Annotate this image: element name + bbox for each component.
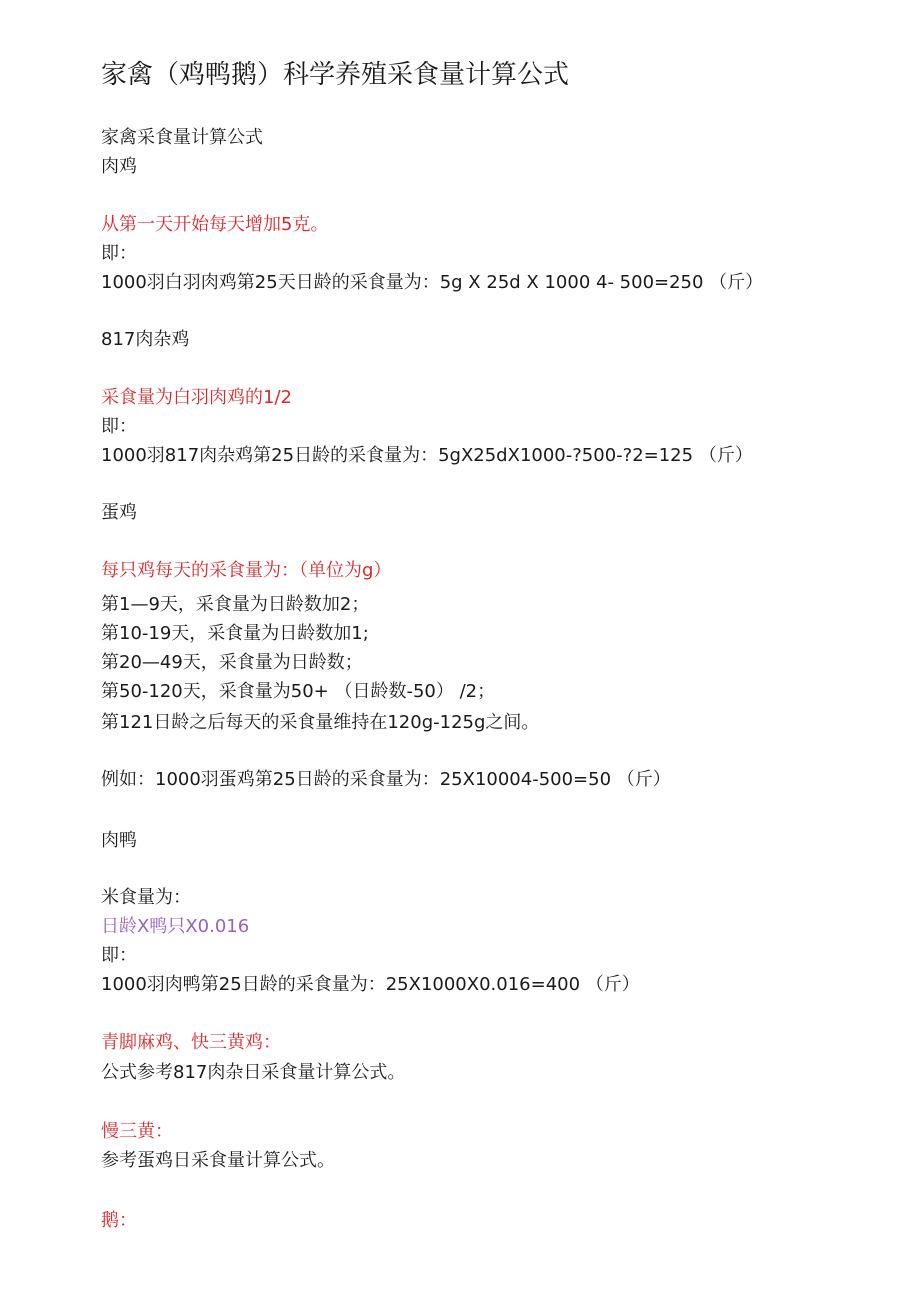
layer-item: 第50-120天，采食量为50+ （日龄数-50） /2； (101, 681, 496, 702)
broiler-example: 1000羽白羽肉鸡第25天日龄的采食量为：5g X 25d X 1000 4- 500=250 （斤） (101, 272, 764, 293)
layer-item: 第1—9天，采食量为日龄数加2； (101, 594, 370, 615)
hybrid817-heading: 817肉杂鸡 (101, 329, 190, 350)
page-title: 家禽（鸡鸭鹅）科学养殖采食量计算公式 (101, 60, 570, 90)
broiler-heading: 肉鸡 (101, 156, 137, 177)
duck-label: 米食量为： (101, 887, 191, 908)
subtitle: 家禽采食量计算公式 (101, 127, 263, 148)
qingjiao-heading: 青脚麻鸡、快三黄鸡： (101, 1032, 281, 1053)
duck-heading: 肉鸭 (101, 830, 137, 851)
layer-example: 例如：1000羽蛋鸡第25日龄的采食量为：25X10004-500=50 （斤） (101, 769, 671, 790)
layer-item: 第20—49天，采食量为日龄数； (101, 652, 363, 673)
hybrid817-ie: 即： (101, 416, 137, 437)
broiler-ie: 即： (101, 243, 137, 264)
broiler-rule: 从第一天开始每天增加5克。 (101, 214, 329, 235)
layer-rule: 每只鸡每天的采食量为：（单位为g） (101, 560, 392, 581)
slow-heading: 慢三黄： (101, 1121, 173, 1142)
qingjiao-text: 公式参考817肉杂日采食量计算公式。 (101, 1062, 406, 1083)
duck-example: 1000羽肉鸭第25日龄的采食量为：25X1000X0.016=400 （斤） (101, 974, 640, 995)
layer-heading: 蛋鸡 (101, 502, 137, 523)
layer-item: 第10-19天，采食量为日龄数加1; (101, 623, 369, 644)
goose-heading: 鹅： (101, 1210, 137, 1231)
slow-text: 参考蛋鸡日采食量计算公式。 (101, 1150, 335, 1171)
hybrid817-rule: 采食量为白羽肉鸡的1/2 (101, 387, 292, 408)
duck-formula: 日龄X鸭只X0.016 (101, 916, 250, 937)
hybrid817-example: 1000羽817肉杂鸡第25日龄的采食量为：5gX25dX1000-?500-?2=125 （斤） (101, 445, 753, 466)
duck-ie: 即： (101, 945, 137, 966)
layer-item: 第121日龄之后每天的采食量维持在120g-125g之间。 (101, 712, 540, 733)
